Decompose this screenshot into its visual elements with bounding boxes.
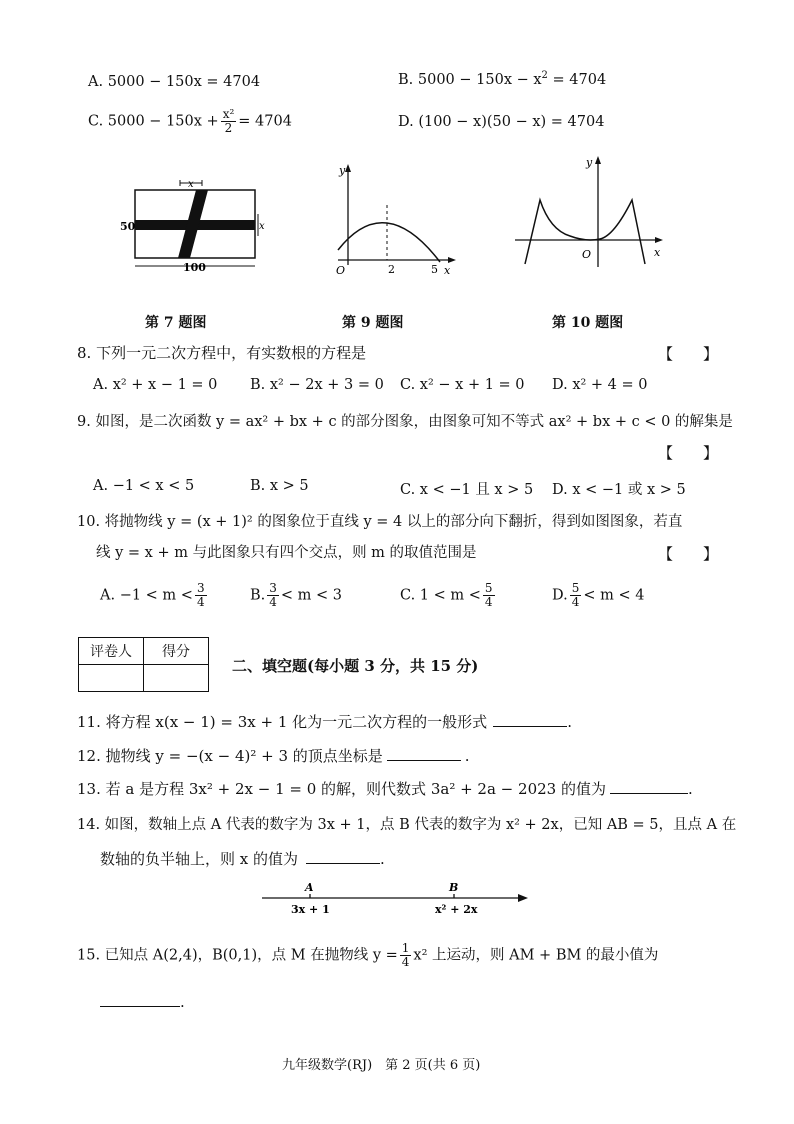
q14-stem-line1: 14. 如图，数轴上点 A 代表的数字为 3x + 1，点 B 代表的数字为 x² + 2x，已知 AB = 5，且点 A 在 [77, 817, 737, 833]
q10-option-a [100, 582, 209, 609]
q7-option-a: A. 5000 − 150x = 4704 [88, 74, 261, 90]
fig7-label-x-side: x [259, 221, 265, 232]
q15-answer-line [100, 992, 185, 1012]
q9-stem: 9. 如图，是二次函数 y = ax² + bx + c 的部分图象，由图象可知不等式 ax² + bx + c < 0 的解集是 [77, 414, 733, 430]
score-table-score-header: 得分 [144, 638, 209, 665]
q10-option-b-num: 3 [269, 581, 277, 595]
fig7-label-50: 50 [120, 220, 136, 233]
q10-answer-bracket[interactable]: 【 】 [658, 545, 719, 563]
q7-option-c-den: 2 [224, 121, 233, 135]
q9-option-c: C. x < −1 且 x > 5 [400, 482, 534, 498]
q14-answer-blank[interactable] [306, 849, 380, 864]
q15-frac-num: 1 [401, 941, 410, 955]
q15-frac-den: 4 [401, 955, 410, 969]
q7-option-b-post: = 4704 [547, 71, 607, 88]
q7-option-b: B. $5000 - 150x - x^2 = 4704$ [398, 70, 607, 88]
q13-text: 13. 若 a 是方程 3x² + 2x − 1 = 0 的解，则代数式 3a² + 2a − 2023 的值为 [77, 780, 606, 798]
q10-option-d-num: 5 [571, 581, 580, 595]
fig10-caption: 第 10 题图 [552, 315, 624, 331]
q10-option-b-post: < m < 3 [280, 587, 343, 604]
q14-point-b-label: B [449, 881, 459, 894]
q14-point-b-value: x² + 2x [435, 903, 478, 916]
figure-7-diagram [110, 178, 270, 278]
q15-end: . [180, 993, 185, 1011]
q7-option-c-pre: C. 5000 − 150x + [88, 113, 219, 130]
q9-option-a: A. −1 < x < 5 [93, 478, 195, 494]
q7-option-c [88, 108, 292, 135]
q10-option-c-pre: C. 1 < m < [400, 587, 481, 604]
q14-number-line [258, 876, 534, 918]
fig9-label-y: y [339, 164, 346, 177]
q13-end: . [687, 780, 693, 798]
fig9-label-2: 2 [388, 263, 395, 276]
fig10-label-y: y [586, 156, 593, 169]
q8-answer-bracket[interactable]: 【 】 [658, 345, 719, 363]
q10-stem-line1: 10. 将抛物线 y = (x + 1)² 的图象位于直线 y = 4 以上的部分向下翻折，得到如图图象，若直 [77, 514, 683, 530]
q12-answer-blank[interactable] [387, 746, 461, 761]
q15-pre: 15. 已知点 A(2,4)，B(0,1)，点 M 在抛物线 y = [77, 947, 398, 964]
q9-option-d: D. x < −1 或 x > 5 [552, 482, 686, 498]
score-table-score-cell[interactable] [144, 665, 209, 692]
fig9-label-x: x [444, 264, 451, 277]
q14-text-line2: 数轴的负半轴上，则 x 的值为 [100, 850, 298, 868]
score-table [78, 637, 209, 692]
q8-stem: 8. 下列一元二次方程中，有实数根的方程是 [77, 344, 367, 362]
q8-option-c: C. x² − x + 1 = 0 [400, 377, 525, 393]
q12-end: . [464, 747, 470, 765]
fig9-caption: 第 9 题图 [342, 315, 404, 331]
figure-10-graph [510, 152, 670, 272]
q7-option-c-post: = 4704 [238, 113, 292, 130]
q10-option-c-num: 5 [484, 581, 493, 595]
fig7-caption: 第 7 题图 [145, 315, 207, 331]
q10-option-d-pre: D. [552, 587, 568, 604]
q13-answer-blank[interactable] [610, 779, 688, 794]
fig7-label-x: x [188, 179, 194, 190]
q13 [77, 779, 693, 799]
score-table-reviewer-cell[interactable] [79, 665, 144, 692]
q7-option-b-pre: B. 5000 − 150x − x [398, 71, 542, 88]
q8-option-a: A. x² + x − 1 = 0 [93, 377, 218, 393]
q7-option-c-num: x² [222, 107, 235, 121]
q10-option-b [250, 582, 342, 609]
section-2-title: 二、填空题(每小题 3 分，共 15 分) [232, 657, 479, 675]
q10-option-d-den: 4 [571, 595, 580, 609]
q7-option-d: D. (100 − x)(50 − x) = 4704 [398, 114, 605, 130]
q15-post: x² 上运动，则 AM + BM 的最小值为 [413, 947, 659, 964]
q12 [77, 746, 470, 766]
q10-option-a-den: 4 [196, 595, 205, 609]
q10-option-b-den: 4 [269, 595, 277, 609]
q12-text: 12. 抛物线 y = −(x − 4)² + 3 的顶点坐标是 [77, 747, 383, 765]
q14-point-a-value: 3x + 1 [291, 903, 330, 916]
q10-option-b-pre: B. [250, 587, 266, 604]
q10-option-d [552, 582, 644, 609]
fig10-label-o: O [582, 248, 592, 261]
q15-answer-blank[interactable] [100, 992, 180, 1007]
q14-point-a-label: A [305, 881, 314, 894]
page-footer: 九年级数学(RJ) 第 2 页(共 6 页) [282, 1058, 481, 1073]
fig9-label-o: O [336, 264, 346, 277]
score-table-reviewer-header: 评卷人 [79, 638, 144, 665]
q9-answer-bracket[interactable]: 【 】 [658, 444, 719, 462]
q14-end: . [380, 850, 385, 868]
figure-9-graph [330, 160, 460, 280]
fig10-label-x: x [654, 246, 661, 259]
q10-option-c [400, 582, 497, 609]
q14-line2 [100, 849, 385, 869]
q11 [77, 712, 572, 732]
q15-stem [77, 942, 658, 969]
q9-option-b: B. x > 5 [250, 478, 309, 494]
q8-option-d: D. x² + 4 = 0 [552, 377, 648, 393]
q10-stem-line2: 线 y = x + m 与此图象只有四个交点，则 m 的取值范围是 [96, 545, 477, 561]
q10-option-d-post: < m < 4 [583, 587, 645, 604]
q11-end: . [567, 713, 572, 731]
fig7-label-100: 100 [183, 261, 206, 274]
q10-option-c-den: 4 [484, 595, 493, 609]
q8-option-b: B. x² − 2x + 3 = 0 [250, 377, 384, 393]
fig9-label-5: 5 [431, 263, 438, 276]
q10-option-a-num: 3 [196, 581, 205, 595]
q11-text: 11. 将方程 x(x − 1) = 3x + 1 化为一元二次方程的一般形式 [77, 713, 488, 731]
q11-answer-blank[interactable] [493, 712, 567, 727]
q10-option-a-pre: A. −1 < m < [100, 587, 193, 604]
